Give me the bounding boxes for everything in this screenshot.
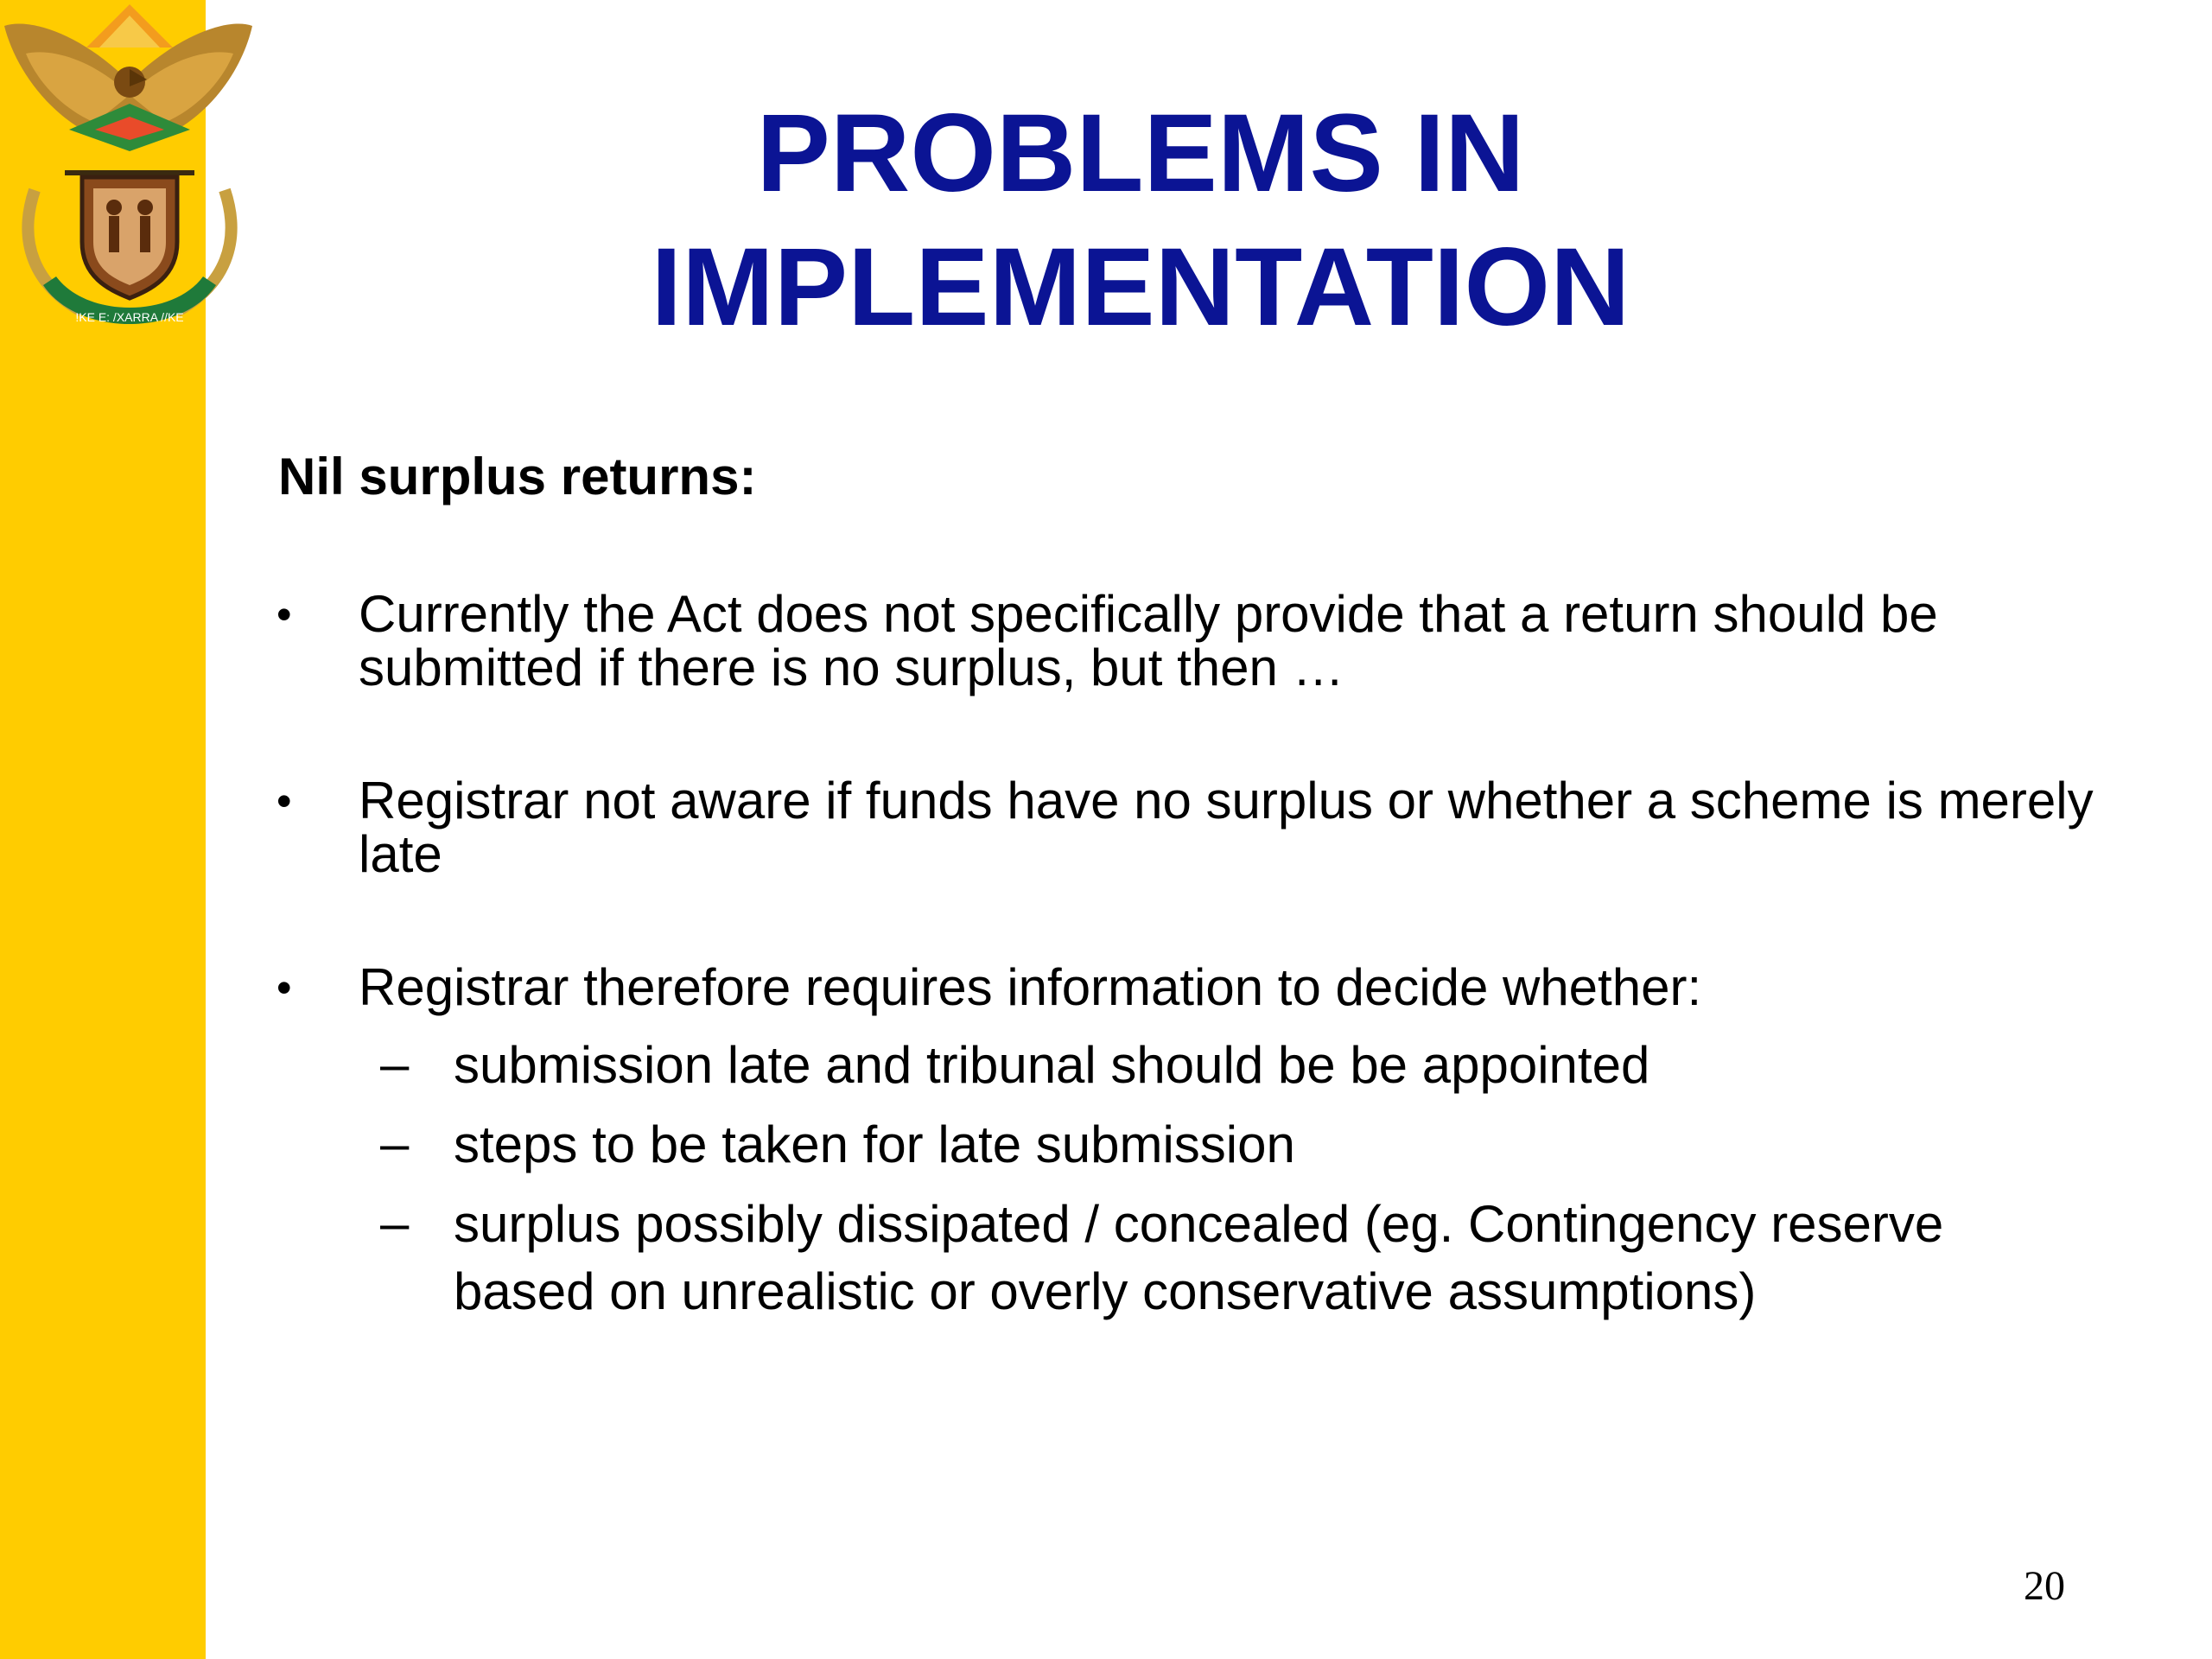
slide-title — [518, 86, 1763, 354]
sub-list-item — [380, 1032, 2091, 1099]
bullet-marker: • — [276, 590, 292, 639]
motto-text: !KE E: /XARRA //KE — [75, 310, 184, 324]
section-heading: Nil surplus returns: — [278, 448, 757, 505]
page-number: 20 — [2024, 1563, 2065, 1609]
title-line-1: PROBLEMS IN — [756, 92, 1525, 215]
bullet-item — [276, 585, 2091, 696]
bullet-text: Currently the Act does not specifically provide that a return should be submitted if there is no surplus, but then … — [359, 585, 1938, 696]
sub-item-text: submission late and tribunal should be be appointed — [454, 1036, 1650, 1094]
dash-marker: – — [380, 1035, 410, 1093]
dash-marker: – — [380, 1194, 410, 1252]
bullet-marker: • — [276, 963, 292, 1012]
sub-item-text: surplus possibly dissipated / concealed (eg. Contingency reserve based on unrealistic or overly conservative assumptions) — [454, 1195, 1944, 1320]
bullet-text: Registrar not aware if funds have no surplus or whether a scheme is merely late — [359, 772, 2094, 883]
sub-item-text: steps to be taken for late submission — [454, 1116, 1295, 1173]
title-line-2: IMPLEMENTATION — [651, 226, 1630, 349]
coat-of-arms-icon — [0, 0, 259, 337]
bullet-item — [276, 772, 2094, 883]
bullet-marker: • — [276, 777, 292, 825]
sub-list-item — [380, 1191, 2091, 1325]
dash-marker: – — [380, 1115, 410, 1173]
sub-list — [380, 1032, 2091, 1343]
bullet-text: Registrar therefore requires information to decide whether: — [359, 958, 1702, 1016]
bullet-item — [276, 958, 2091, 1016]
sub-list-item — [380, 1111, 2091, 1179]
